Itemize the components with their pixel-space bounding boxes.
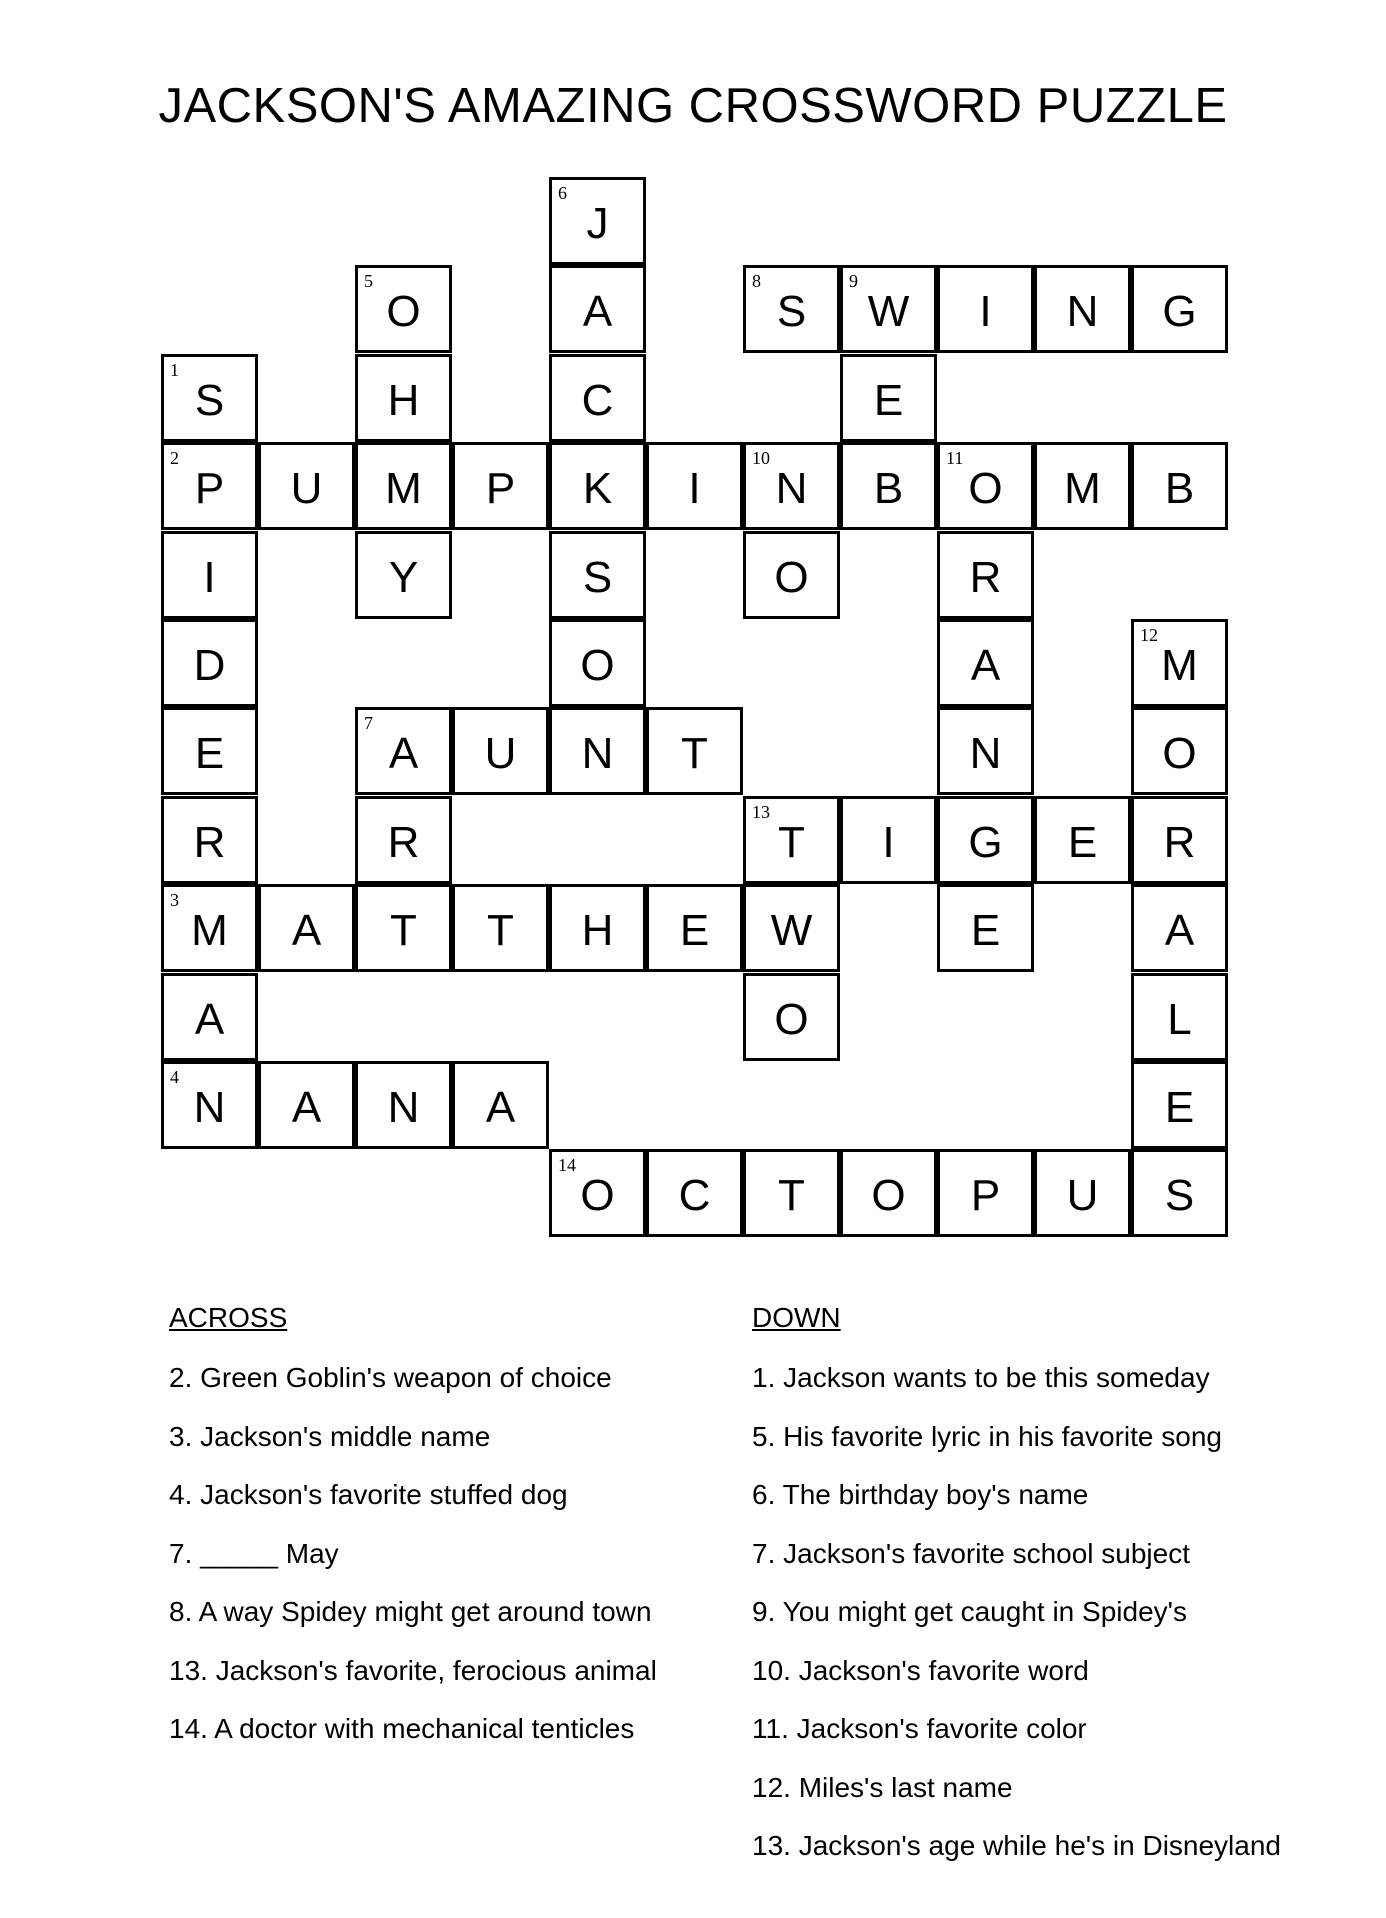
grid-cell — [743, 796, 840, 884]
cell-letter: W — [867, 287, 910, 336]
clue-item: 14. A doctor with mechanical tenticles — [169, 1713, 635, 1744]
grid-cell — [549, 177, 646, 265]
grid-cell — [549, 442, 646, 530]
clue-item: 12. Miles's last name — [752, 1771, 1013, 1803]
grid-cell — [1131, 973, 1228, 1061]
grid-cell — [1131, 1061, 1228, 1149]
grid-cell — [161, 973, 258, 1061]
cell-letter: O — [1162, 729, 1197, 778]
grid-cell — [743, 973, 840, 1061]
clue-number: 9 — [849, 271, 858, 291]
cell-letter: A — [1164, 906, 1195, 955]
cell-letter: A — [291, 1083, 322, 1132]
grid-cell — [549, 884, 646, 972]
cell-letter: R — [969, 553, 1002, 602]
clue-item: 9. You might get caught in Spidey's — [752, 1596, 1187, 1627]
grid-cell — [1131, 265, 1228, 353]
clue-item: 6. The birthday boy's name — [752, 1479, 1089, 1510]
grid-cell — [743, 265, 840, 353]
clue-number: 4 — [170, 1067, 179, 1087]
cell-letter: N — [581, 729, 614, 778]
cell-letter: A — [291, 906, 322, 955]
grid-cell — [452, 1061, 549, 1149]
cell-letter: T — [778, 818, 805, 867]
cell-letter: O — [386, 287, 421, 336]
grid-cell — [1131, 1149, 1228, 1237]
across-clues — [169, 1300, 657, 1770]
cell-letter: E — [1067, 818, 1098, 867]
cell-letter: K — [582, 464, 613, 513]
cell-letter: M — [191, 906, 228, 955]
cell-letter: N — [969, 729, 1002, 778]
clue-number: 7 — [364, 713, 373, 733]
cell-letter: R — [387, 818, 420, 867]
cell-letter: I — [979, 287, 992, 336]
cell-letter: O — [580, 641, 615, 690]
grid-cell — [840, 442, 937, 530]
grid-cell — [840, 354, 937, 442]
grid-cell — [937, 265, 1034, 353]
cell-letter: E — [873, 376, 904, 425]
cell-letter: A — [485, 1083, 516, 1132]
clue-number: 2 — [170, 448, 179, 468]
grid-cell — [1034, 265, 1131, 353]
grid-cell — [1034, 442, 1131, 530]
clue-number: 8 — [752, 271, 761, 291]
cell-letter: O — [580, 1171, 615, 1220]
down-heading: DOWN — [752, 1302, 841, 1333]
cell-letter: R — [193, 818, 226, 867]
grid-cell — [840, 796, 937, 884]
clue-item: 5. His favorite lyric in his favorite song — [752, 1420, 1222, 1452]
grid-cell — [1131, 884, 1228, 972]
cell-letter: O — [774, 995, 809, 1044]
grid-cell — [452, 884, 549, 972]
cell-letter: T — [487, 906, 514, 955]
grid-cell — [937, 707, 1034, 795]
grid-cell — [646, 884, 743, 972]
grid-cell — [161, 531, 258, 619]
cell-letter: S — [194, 376, 225, 425]
clue-number: 14 — [558, 1155, 576, 1175]
grid-cell — [1131, 442, 1228, 530]
cell-letter: P — [485, 464, 516, 513]
grid-cell — [1131, 619, 1228, 707]
grid-cell — [646, 442, 743, 530]
grid-cell — [161, 354, 258, 442]
cell-letter: I — [688, 464, 701, 513]
grid-cell — [161, 884, 258, 972]
cell-letter: B — [873, 464, 904, 513]
grid-cell — [1131, 707, 1228, 795]
grid-cell — [743, 531, 840, 619]
grid-cell — [355, 531, 452, 619]
cell-letter: T — [778, 1171, 805, 1220]
clue-item: 1. Jackson wants to be this someday — [752, 1362, 1210, 1393]
cell-letter: O — [871, 1171, 906, 1220]
cell-letter: T — [681, 729, 708, 778]
cell-letter: E — [679, 906, 710, 955]
page-title: JACKSON'S AMAZING CROSSWORD PUZZLE — [158, 79, 1228, 133]
cell-letter: P — [194, 464, 225, 513]
grid-cell — [355, 1061, 452, 1149]
cell-letter: T — [390, 906, 417, 955]
clue-number: 11 — [946, 448, 964, 468]
grid-cell — [840, 1149, 937, 1237]
cell-letter: S — [776, 287, 807, 336]
grid-cell — [161, 707, 258, 795]
grid-cell — [549, 707, 646, 795]
cell-letter: U — [1066, 1171, 1099, 1220]
across-heading: ACROSS — [169, 1302, 288, 1333]
grid-cell — [161, 442, 258, 530]
cell-letter: R — [1163, 818, 1196, 867]
cell-letter: G — [968, 818, 1003, 867]
grid-cell — [452, 442, 549, 530]
grid-cell — [937, 531, 1034, 619]
cell-letter: E — [194, 729, 225, 778]
grid-cell — [355, 354, 452, 442]
cell-letter: I — [882, 818, 895, 867]
cell-letter: C — [678, 1171, 711, 1220]
cell-letter: M — [1161, 641, 1198, 690]
clue-number: 5 — [364, 271, 373, 291]
grid-cell — [1131, 796, 1228, 884]
cell-letter: H — [581, 906, 614, 955]
cell-letter: I — [203, 553, 216, 602]
down-clues — [752, 1300, 1281, 1887]
cell-letter: J — [586, 199, 609, 248]
grid-cell — [258, 1061, 355, 1149]
clue-number: 3 — [170, 890, 179, 910]
cell-letter: P — [970, 1171, 1001, 1220]
grid-cell — [355, 796, 452, 884]
grid-cell — [1034, 796, 1131, 884]
grid-cell — [355, 707, 452, 795]
grid-cell — [840, 265, 937, 353]
cell-letter: S — [582, 553, 613, 602]
cell-letter: A — [970, 641, 1001, 690]
grid-cell — [355, 884, 452, 972]
cell-letter: U — [484, 729, 517, 778]
cell-letter: M — [385, 464, 422, 513]
clue-item: 13. Jackson's age while he's in Disneyland — [752, 1830, 1281, 1861]
cell-letter: A — [388, 729, 419, 778]
grid-cell — [549, 265, 646, 353]
cell-letter: A — [194, 995, 225, 1044]
cell-letter: H — [387, 376, 420, 425]
grid-cell — [1034, 1149, 1131, 1237]
grid-cell — [161, 796, 258, 884]
cell-letter: N — [775, 464, 808, 513]
clue-number: 6 — [558, 183, 567, 203]
cell-letter: U — [290, 464, 323, 513]
grid-cell — [937, 1149, 1034, 1237]
grid-cell — [355, 265, 452, 353]
clue-item: 13. Jackson's favorite, ferocious animal — [169, 1654, 657, 1686]
grid-cell — [452, 707, 549, 795]
cell-letter: E — [1164, 1083, 1195, 1132]
clue-item: 4. Jackson's favorite stuffed dog — [169, 1479, 568, 1510]
grid-cell — [355, 442, 452, 530]
grid-cell — [937, 796, 1034, 884]
cell-letter: L — [1167, 995, 1192, 1044]
clue-number: 1 — [170, 360, 179, 380]
cell-letter: N — [387, 1083, 420, 1132]
cell-letter: N — [1066, 287, 1099, 336]
grid-cell — [743, 1149, 840, 1237]
grid-cell — [161, 619, 258, 707]
clue-number: 13 — [752, 802, 770, 822]
cell-letter: O — [774, 553, 809, 602]
cell-letter: S — [1164, 1171, 1195, 1220]
clue-item: 11. Jackson's favorite color — [752, 1713, 1087, 1744]
grid-cell — [937, 619, 1034, 707]
cell-letter: W — [770, 906, 813, 955]
cell-letter: C — [581, 376, 614, 425]
grid-cell — [549, 619, 646, 707]
clue-item: 7. Jackson's favorite school subject — [752, 1537, 1191, 1569]
grid-cell — [646, 707, 743, 795]
grid-cell — [161, 1061, 258, 1149]
grid-cell — [258, 884, 355, 972]
cell-letter: A — [582, 287, 613, 336]
cell-letter: M — [1064, 464, 1101, 513]
cell-letter: D — [193, 641, 226, 690]
grid-cell — [549, 354, 646, 442]
grid-cell — [743, 442, 840, 530]
clue-item: 7. _____ May — [169, 1537, 339, 1569]
clue-number: 10 — [752, 448, 770, 468]
cell-letter: Y — [388, 553, 419, 602]
clue-number: 12 — [1140, 625, 1158, 645]
grid-cell — [646, 1149, 743, 1237]
clue-item: 8. A way Spidey might get around town — [169, 1596, 652, 1627]
grid-cell — [549, 531, 646, 619]
cell-letter: E — [970, 906, 1001, 955]
grid-cell — [743, 884, 840, 972]
cell-letter: G — [1162, 287, 1197, 336]
grid-cell — [937, 884, 1034, 972]
grid-cell — [258, 442, 355, 530]
cell-letter: B — [1164, 464, 1195, 513]
clue-item: 3. Jackson's middle name — [169, 1420, 491, 1452]
cell-letter: N — [193, 1083, 226, 1132]
clue-item: 10. Jackson's favorite word — [752, 1654, 1089, 1686]
cell-letter: O — [968, 464, 1003, 513]
grid-cell — [549, 1149, 646, 1237]
grid-cell — [937, 442, 1034, 530]
clue-item: 2. Green Goblin's weapon of choice — [169, 1362, 612, 1393]
